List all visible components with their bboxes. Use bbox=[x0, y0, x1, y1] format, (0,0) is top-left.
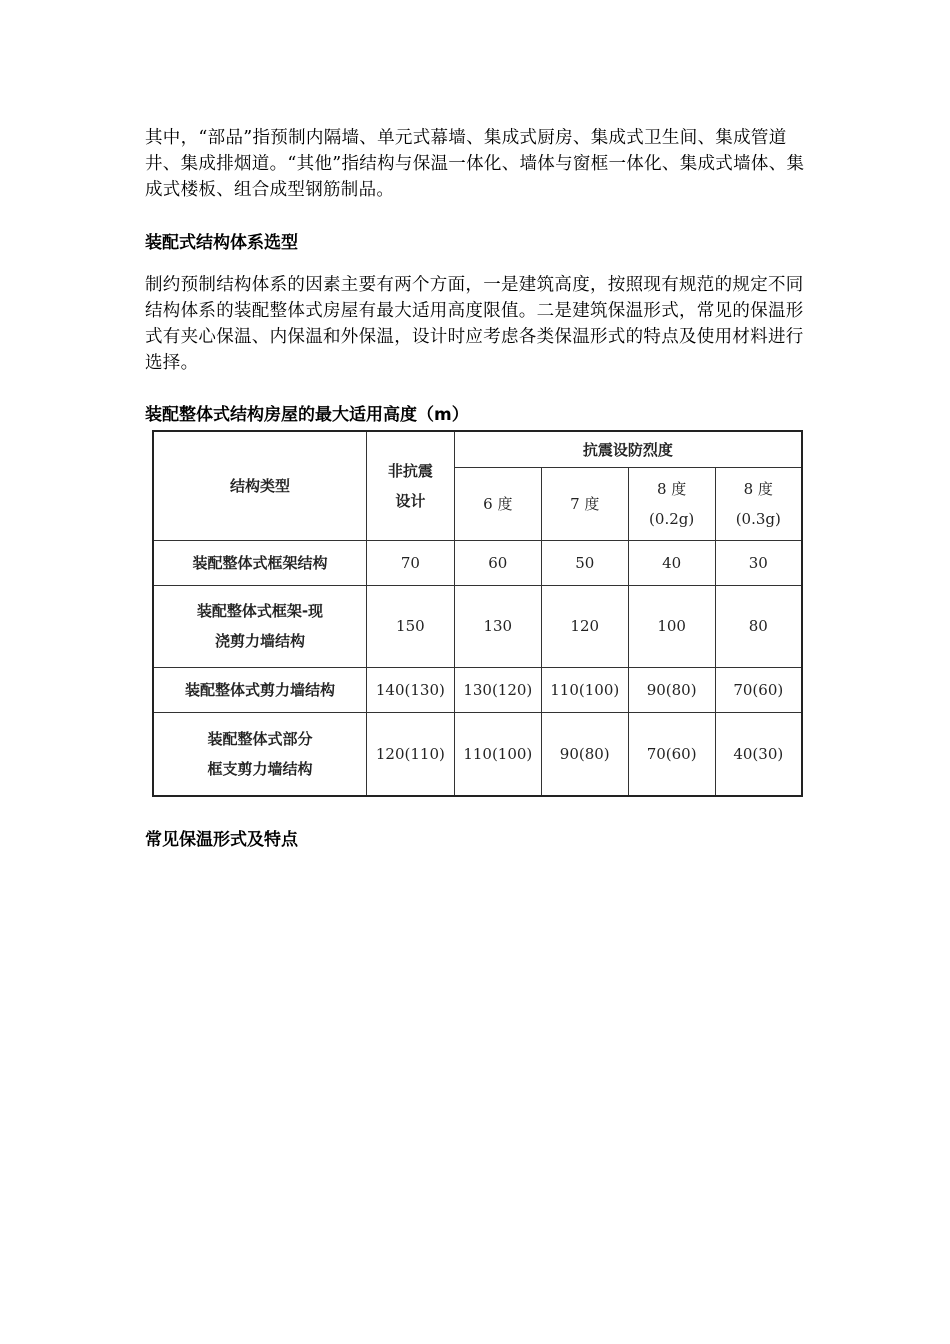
row-name-line1: 装配整体式部分 bbox=[207, 729, 313, 748]
table-cell: 60 bbox=[454, 540, 541, 585]
table-cell: 120 bbox=[541, 585, 628, 667]
table-cell: 40 bbox=[628, 540, 715, 585]
header-degree-8a-line1: 8 度 bbox=[656, 479, 687, 498]
table-cell: 110(100) bbox=[454, 712, 541, 796]
table-cell: 130(120) bbox=[454, 667, 541, 712]
structure-paragraph: 制约预制结构体系的因素主要有两个方面，一是建筑高度，按照现有规范的规定不同结构体系的装配整体式房屋有最大适用高度限值。二是建筑保温形式，常见的保温形式有夹心保温、内保温和外保温，设计时应考虑各类保温形式的特点及使用材料进行选择。 bbox=[145, 275, 804, 373]
header-degree-7: 7 度 bbox=[541, 467, 628, 540]
row-structure-name: 装配整体式剪力墙结构 bbox=[153, 667, 366, 712]
header-degree-8a-line2: (0.2g) bbox=[649, 509, 695, 528]
table-cell: 100 bbox=[628, 585, 715, 667]
table-row bbox=[153, 712, 802, 796]
header-seismic-intensity: 抗震设防烈度 bbox=[454, 431, 802, 467]
header-degree-8-02g bbox=[628, 467, 715, 540]
header-degree-8b-line2: (0.3g) bbox=[735, 509, 781, 528]
header-non-seismic-line1: 非抗震 bbox=[387, 461, 433, 480]
section-heading-insulation: 常见保温形式及特点 bbox=[145, 830, 298, 850]
table-header-row bbox=[153, 431, 802, 467]
table-cell: 30 bbox=[715, 540, 802, 585]
table-row bbox=[153, 667, 802, 712]
table-cell: 50 bbox=[541, 540, 628, 585]
table-cell: 140(130) bbox=[366, 667, 454, 712]
table-cell: 70(60) bbox=[715, 667, 802, 712]
table-cell: 150 bbox=[366, 585, 454, 667]
section-heading-structure-selection: 装配式结构体系选型 bbox=[145, 233, 298, 253]
intro-paragraph: 其中，“部品”指预制内隔墙、单元式幕墙、集成式厨房、集成式卫生间、集成管道井、集成排烟道。“其他”指结构与保温一体化、墙体与窗框一体化、集成式墙体、集成式楼板、组合成型钢筋制品。 bbox=[145, 128, 805, 200]
header-structure-type: 结构类型 bbox=[153, 431, 366, 540]
row-structure-name bbox=[153, 712, 366, 796]
table-cell: 70 bbox=[366, 540, 454, 585]
header-degree-8b-line1: 8 度 bbox=[743, 479, 773, 498]
row-structure-name: 装配整体式框架结构 bbox=[153, 540, 366, 585]
row-name-line1: 装配整体式框架-现 bbox=[196, 602, 324, 620]
header-non-seismic bbox=[366, 431, 454, 540]
table-cell: 70(60) bbox=[628, 712, 715, 796]
header-degree-8-03g bbox=[715, 467, 802, 540]
table-cell: 130 bbox=[454, 585, 541, 667]
row-name-line2: 框支剪力墙结构 bbox=[207, 759, 313, 778]
table-cell: 110(100) bbox=[541, 667, 628, 712]
table-cell: 80 bbox=[715, 585, 802, 667]
table-cell: 90(80) bbox=[541, 712, 628, 796]
table-row bbox=[153, 585, 802, 667]
table-cell: 120(110) bbox=[366, 712, 454, 796]
row-structure-name bbox=[153, 585, 366, 667]
header-non-seismic-line2: 设计 bbox=[395, 491, 426, 510]
header-degree-6: 6 度 bbox=[454, 467, 541, 540]
max-height-table-container bbox=[152, 430, 803, 795]
table-cell: 40(30) bbox=[715, 712, 802, 796]
max-height-table bbox=[152, 430, 803, 797]
table-cell: 90(80) bbox=[628, 667, 715, 712]
table-caption: 装配整体式结构房屋的最大适用高度（m） bbox=[145, 405, 469, 425]
row-name-line2: 浇剪力墙结构 bbox=[214, 632, 305, 650]
table-row bbox=[153, 540, 802, 585]
